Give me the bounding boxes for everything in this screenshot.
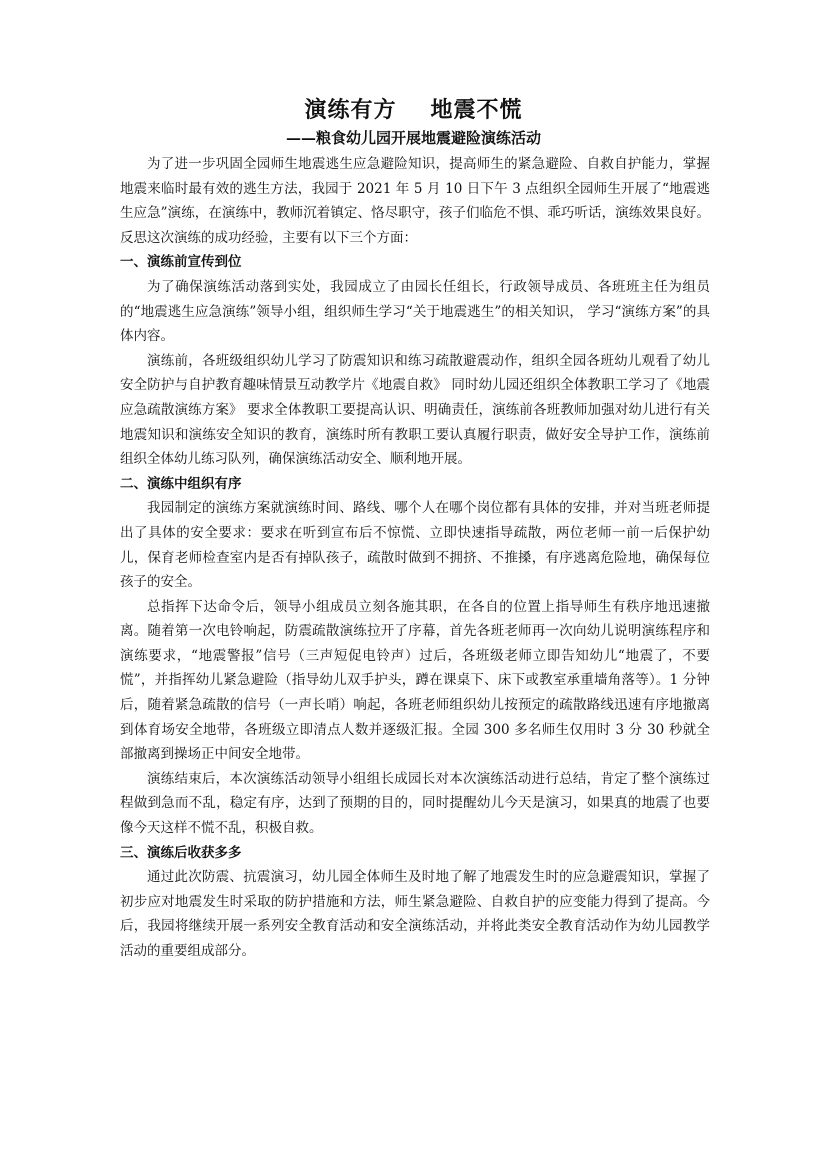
title-part-1: 演练有方 <box>304 97 397 123</box>
section-2-paragraph-1: 我园制定的演练方案就演练时间、路线、哪个人在哪个岗位都有具体的安排，并对当班老师提出了具体的安全要求：要求在听到宣布后不惊慌、立即快速指导疏散，两位老师一前一后保护幼儿，保育老师检查室内是否有掉队孩子，疏散时做到不拥挤、不推搡，有序逃离危险地，确保每位孩子的安全。 <box>120 500 710 591</box>
section-2-paragraph-3: 演练结束后，本次演练活动领导小组组长成园长对本次演练活动进行总结，肯定了整个演练过程做到急而不乱，稳定有序，达到了预期的目的，同时提醒幼儿今天是演习，如果真的地震了也要像今天这样不慌不乱，积极自救。 <box>120 770 710 837</box>
title-part-2: 地震不慌 <box>430 97 523 123</box>
section-1-paragraph-1: 为了确保演练活动落到实处，我园成立了由园长任组长，行政领导成员、各班班主任为组员的“地震逃生应急演练”领导小组，组织师生学习“关于地震逃生”的相关知识， 学习“演练方案”的具体内容。 <box>120 278 710 345</box>
section-1-heading: 一、演练前宣传到位 <box>120 254 242 271</box>
section-3-paragraph-1: 通过此次防震、抗震演习，幼儿园全体师生及时地了解了地震发生时的应急避震知识，掌握了初步应对地震发生时采取的防护措施和方法，师生紧急避险、自救自护的应变能力得到了提高。今后，我园将继续开展一系列安全教育活动和安全演练活动，并将此类安全教育活动作为幼儿园教学活动的重要组成部分。 <box>120 869 710 959</box>
section-3-heading: 三、演练后收获多多 <box>120 844 242 861</box>
section-1-paragraph-2: 演练前，各班级组织幼儿学习了防震知识和练习疏散避震动作，组织全园各班幼儿观看了幼儿安全防护与自护教育趣味情景互动教学片《地震自救》 同时幼儿园还组织全体教职工学习了《地震应急疏散演练方案》 要求全体教职工要提高认识、明确责任，演练前各班教师加强对幼儿进行有关地震知识和演练安全知识的教育，演练时所有教职工要认真履行职责，做好安全导护工作，演练前组织全体幼儿练习队列，确保演练活动安全、顺利地开展。 <box>120 352 710 468</box>
article-body <box>120 152 710 964</box>
page-title <box>0 96 827 124</box>
section-2-paragraph-2: 总指挥下达命令后，领导小组成员立刻各施其职，在各自的位置上指导师生有秩序地迅速撤离。随着第一次电铃响起，防震疏散演练拉开了序幕，首先各班老师再一次向幼儿说明演练程序和演练要求，“地震警报”信号（三声短促电铃声）过后，各班级老师立即告知幼儿“地震了，不要慌”，并指挥幼儿紧急避险（指导幼儿双手护头，蹲在课桌下、床下或教室承重墙角落等）。1 分钟后，随着紧急疏散的信号（一声长哨）响起，各班老师组织幼儿按预定的疏散路线迅速有序地撤离到体育场安全地带，各班级立即清点人数并逐级汇报。全园 300 多名师生仅用时 3 分 30 秒就全部撤离到操场正中间安全地带。 <box>120 598 710 763</box>
section-2-heading: 二、演练中组织有序 <box>120 475 242 492</box>
intro-paragraph: 为了进一步巩固全园师生地震逃生应急避险知识，提高师生的紧急避险、自救自护能力，掌握地震来临时最有效的逃生方法，我园于 2021 年 5 月 10 日下午 3 点组织全园师生开展了“地震逃生应急”演练，在演练中，教师沉着镇定、恪尽职守，孩子们临危不惧、乖巧听话，演练效果良好。反思这次演练的成功经验，主要有以下三个方面： <box>120 156 710 246</box>
page-subtitle: ——粮食幼儿园开展地震避险演练活动 <box>285 129 541 147</box>
